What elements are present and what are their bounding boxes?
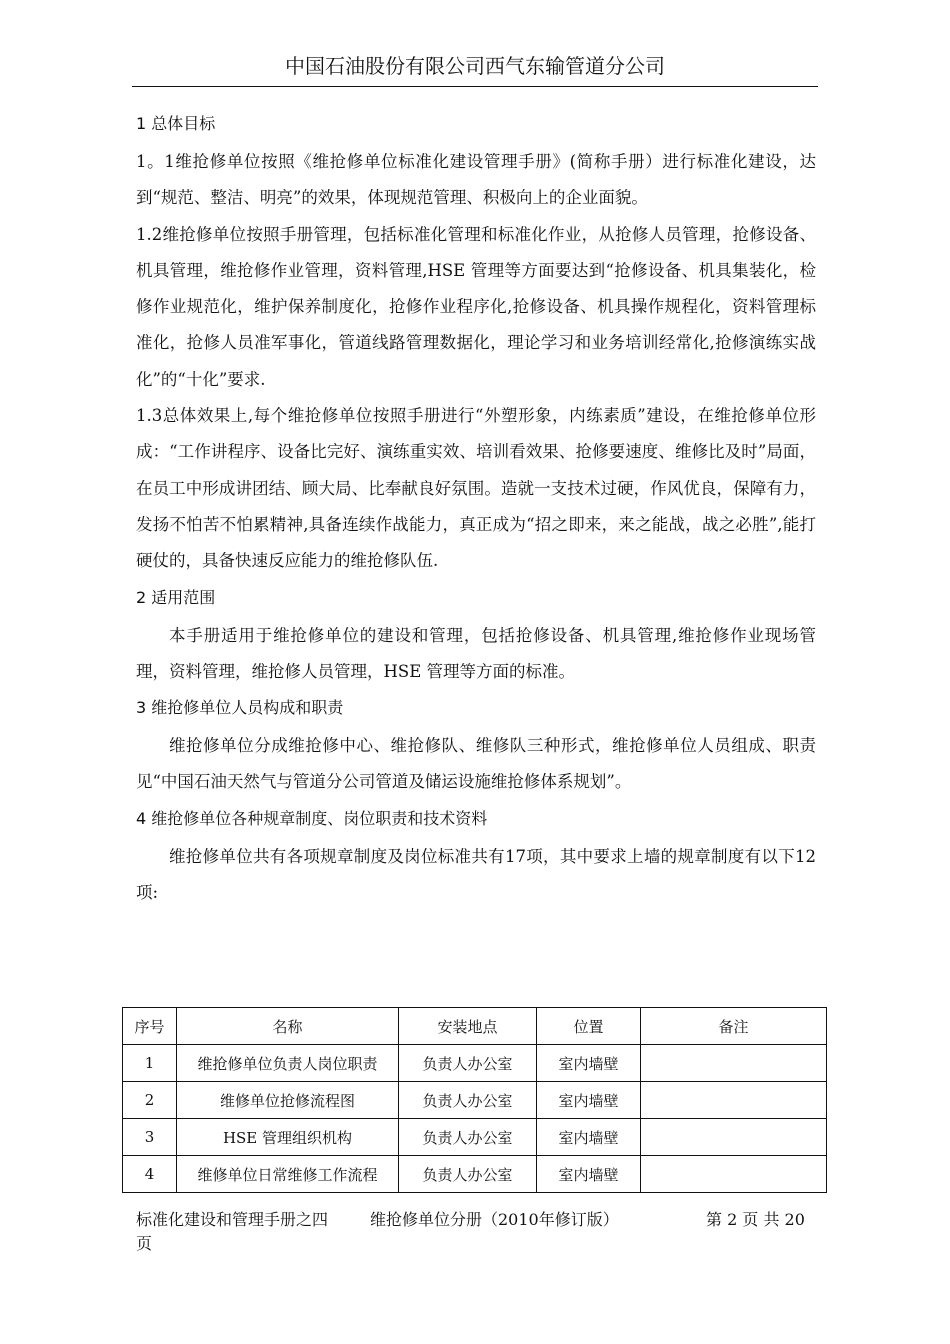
table-cell	[641, 1045, 827, 1082]
table-cell: 室内墙壁	[537, 1082, 641, 1119]
table-row	[123, 1156, 827, 1193]
table-row	[123, 1119, 827, 1156]
paragraph-2-1: 本手册适用于维抢修单位的建设和管理，包括抢修设备、机具管理,维抢修作业现场管理，资料管理，维抢修人员管理，HSE 管理等方面的标准。	[136, 625, 816, 681]
paragraph-1-1: 1。1维抢修单位按照《维抢修单位标准化建设管理手册》(简称手册）进行标准化建设，达到“规范、整洁、明亮”的效果，体现规范管理、积极向上的企业面貌。	[136, 152, 816, 208]
table-cell: 负责人办公室	[399, 1119, 537, 1156]
table-cell: 负责人办公室	[399, 1082, 537, 1119]
table-cell: 室内墙壁	[537, 1119, 641, 1156]
paragraph-1-2: 1.2维抢修单位按照手册管理，包括标准化管理和标准化作业，从抢修人员管理，抢修设备、机具管理，维抢修作业管理，资料管理,HSE 管理等方面要达到“抢修设备、机具集装化，检修作业规范化，维护保养制度化，抢修作业程序化,抢修设备、机具操作规程化，资料管理标准化，抢修人员准军事化，管道线路管理数据化，理论学习和业务培训经常化,抢修演练实战化”的“十化”要求.	[136, 224, 816, 389]
footer-page-suffix: 页	[136, 1234, 153, 1253]
footer-manual-title: 标准化建设和管理手册之四	[136, 1210, 329, 1229]
document-body	[136, 106, 816, 911]
table-cell: 室内墙壁	[537, 1045, 641, 1082]
section-heading-4: 4 维抢修单位各种规章制度、岗位职责和技术资料	[136, 808, 488, 828]
regulations-table	[122, 1007, 827, 1193]
table-header-cell: 序号	[123, 1008, 177, 1045]
table-row	[123, 1082, 827, 1119]
paragraph-1-3: 1.3总体效果上,每个维抢修单位按照手册进行“外塑形象，内练素质”建设，在维抢修单位形成：“工作讲程序、设备比完好、演练重实效、培训看效果、抢修要速度、维修比及时”局面，在员工中形成讲团结、顾大局、比奉献良好氛围。造就一支技术过硬，作风优良，保障有力，发扬不怕苦不怕累精神,具备连续作战能力，真正成为“招之即来，来之能战，战之必胜”,能打硬仗的，具备快速反应能力的维抢修队伍.	[136, 406, 816, 571]
table-cell: 维修单位抢修流程图	[177, 1082, 399, 1119]
table-cell	[641, 1082, 827, 1119]
footer-volume-title: 维抢修单位分册（2010年修订版）	[370, 1210, 619, 1229]
paragraph-4-1: 维抢修单位共有各项规章制度及岗位标准共有17项，其中要求上墙的规章制度有以下12项:	[136, 846, 816, 903]
table-header-cell: 备注	[641, 1008, 827, 1045]
table-cell: 室内墙壁	[537, 1156, 641, 1193]
table-cell: 负责人办公室	[399, 1045, 537, 1082]
footer-page-number: 第 2 页 共 20	[706, 1210, 805, 1229]
table-row	[123, 1045, 827, 1082]
header-divider	[132, 86, 818, 87]
table-cell: HSE 管理组织机构	[177, 1119, 399, 1156]
table-header-cell: 名称	[177, 1008, 399, 1045]
table-cell: 维修单位日常维修工作流程	[177, 1156, 399, 1193]
section-heading-1: 1 总体目标	[136, 114, 216, 133]
table-cell	[641, 1119, 827, 1156]
table-header-cell: 位置	[537, 1008, 641, 1045]
table-header-cell: 安装地点	[399, 1008, 537, 1045]
table-cell: 4	[123, 1156, 177, 1193]
table-cell: 1	[123, 1045, 177, 1082]
section-heading-2: 2 适用范围	[136, 587, 216, 607]
table-cell: 3	[123, 1119, 177, 1156]
table-cell: 2	[123, 1082, 177, 1119]
paragraph-3-1: 维抢修单位分成维抢修中心、维抢修队、维修队三种形式，维抢修单位人员组成、职责见“中国石油天然气与管道分公司管道及储运设施维抢修体系规划”。	[136, 736, 816, 792]
table-cell: 负责人办公室	[399, 1156, 537, 1193]
table-cell	[641, 1156, 827, 1193]
page-header: 中国石油股份有限公司西气东输管道分公司	[285, 54, 665, 78]
table-header-row	[123, 1008, 827, 1045]
section-heading-3: 3 维抢修单位人员构成和职责	[136, 698, 344, 718]
table-cell: 维抢修单位负责人岗位职责	[177, 1045, 399, 1082]
